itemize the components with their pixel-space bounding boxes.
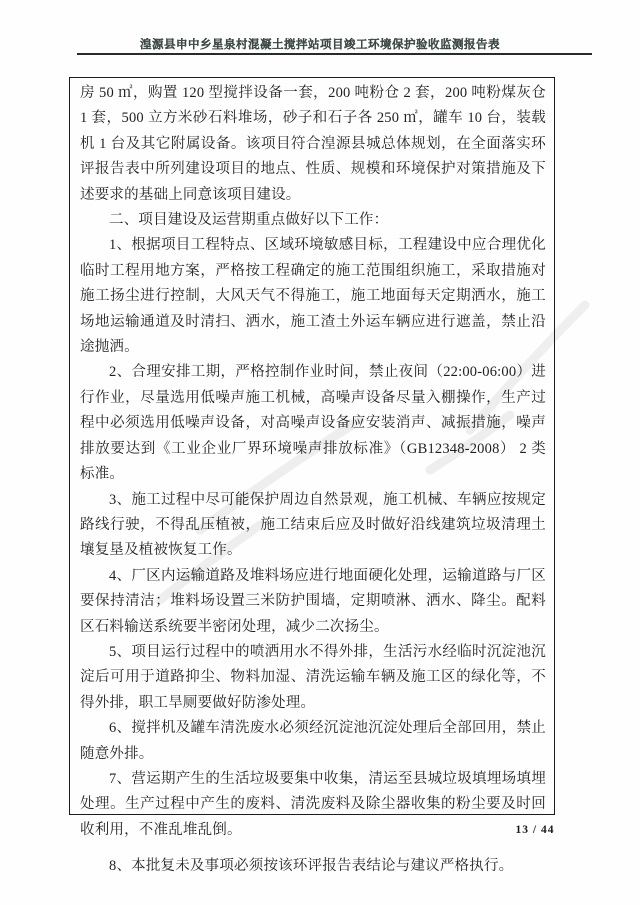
paragraph-item-4: 4、厂区内运输道路及堆料场应进行地面硬化处理，运输道路与厂区要保持清洁；堆料场设置三米防护围墙，定期喷淋、洒水、降尘。配料区石料输送系统要半密闭处理，减少二次扬尘。 <box>80 567 546 635</box>
paragraph-item-8: 8、本批复未及事项必须按该环评报告表结论与建议严格执行。 <box>109 858 514 875</box>
paragraph-item-2: 2、合理安排工期，严格控制作业时间，禁止夜间（22:00-06:00）进行作业，尽量选用低噪声施工机械，高噪声设备尽量入棚操作，生产过程中必须选用低噪声设备，对高噪声设备应安装消声、减振措施，噪声排放要达到《工业企业厂界环境噪声排放标准》（GB12348-2008） 2 类标准。 <box>80 364 546 483</box>
paragraph-section-2-heading: 二、项目建设及运营期重点做好以下工作： <box>109 212 389 229</box>
paragraph-item-3: 3、施工过程中尽可能保护周边自然景观，施工机械、车辆应按规定路线行驶，不得乱压植被，施工结束后应及时做好沿线建筑垃圾清理土壤复垦及植被恢复工作。 <box>80 491 546 559</box>
paragraph-item-1: 1、根据项目工程特点、区域环境敏感目标，工程建设中应合理优化临时工程用地方案，严格按工程确定的施工范围组织施工，采取措施对施工扬尘进行控制，大风天气不得施工，施工地面每天定期洒水，施工场地运输通道及时清扫、洒水，施工渣土外运车辆应进行遮盖，禁止沿途抛洒。 <box>80 237 546 356</box>
paragraph-item-5: 5、项目运行过程中的喷洒用水不得外排，生活污水经临时沉淀池沉淀后可用于道路抑尘、物料加湿、清洗运输车辆及施工区的绿化等，不得外排，职工旱厕要做好防渗处理。 <box>80 643 546 711</box>
paragraph-item-6: 6、搅拌机及罐车清洗废水必须经沉淀池沉淀处理后全部回用，禁止随意外排。 <box>80 720 546 762</box>
paragraph-continuation: 房 50 ㎡，购置 120 型搅拌设备一套，200 吨粉仓 2 套，200 吨粉煤灰仓 1 套，500 立方米砂石料堆场，砂子和石子各 250 ㎡，罐车 10 台，装载机 1 台及其它附属设备。该项目符合湟源县城总体规划，在全面落实环评报告表中所列建设项目的地点、性质、规模和环境保护对策措施及下述要求的基础上同意该项目建设。 <box>80 85 546 203</box>
document-header-title: 湟源县申中乡星泉村混凝土搅拌站项目竣工环境保护验收监测报告表 <box>140 39 500 51</box>
page-number: 13 / 44 <box>515 824 555 836</box>
header-underline <box>77 53 592 55</box>
paragraph-item-7: 7、营运期产生的生活垃圾要集中收集，清运至县城垃圾填埋场填埋处理。生产过程中产生的废料、清洗废料及除尘器收集的粉尘要及时回收利用，不准乱堆乱倒。 <box>80 770 546 838</box>
